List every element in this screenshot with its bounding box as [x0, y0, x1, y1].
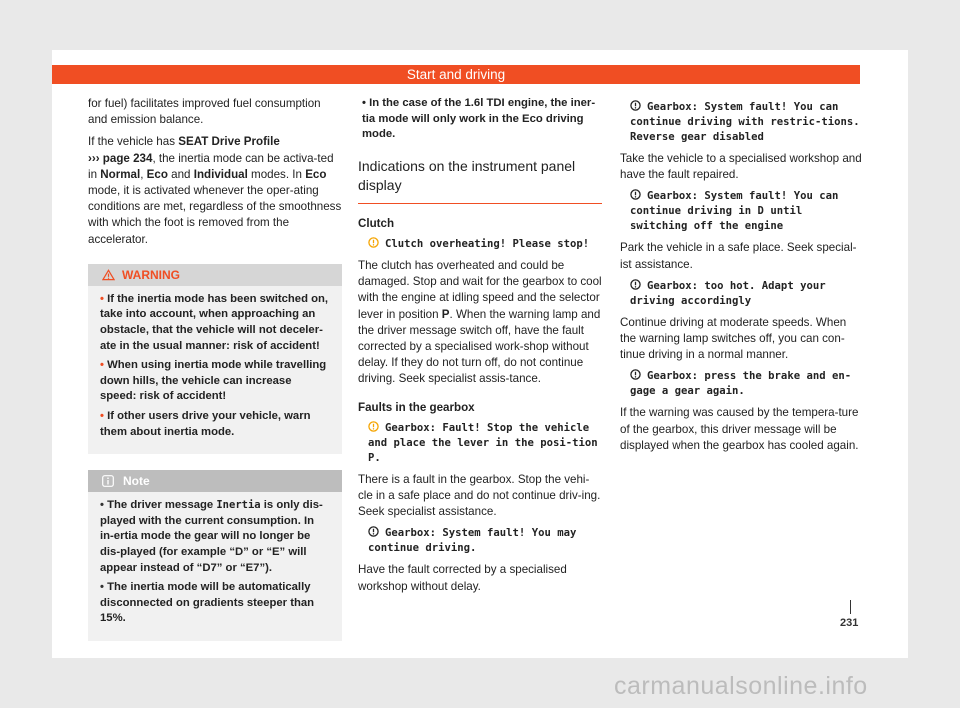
- bullet-icon: •: [100, 581, 108, 594]
- bullet-icon: •: [362, 97, 370, 109]
- warning-item: [100, 292, 330, 354]
- column-2: [358, 96, 602, 601]
- bullet-icon: •: [100, 409, 108, 422]
- text: In the case of the 1.6l TDI engine, the iner-tia mode will only work in the Eco driving mode.: [362, 97, 596, 141]
- bullet-icon: •: [100, 359, 108, 372]
- note-body: [88, 492, 342, 641]
- page-header: Start and driving: [52, 65, 860, 84]
- bullet-icon: •: [100, 292, 108, 305]
- warning-triangle-icon: [102, 269, 115, 281]
- text: If the vehicle has: [88, 135, 179, 149]
- warning-header: [88, 264, 342, 286]
- warning-lamp-icon: [630, 369, 641, 380]
- section-title: Indications on the instrument panel display: [358, 157, 602, 204]
- message-text: Gearbox: System fault! You can continue driving in D until switching off the engine: [630, 190, 839, 233]
- subheading-clutch: Clutch: [358, 216, 395, 230]
- page-reference-link[interactable]: ››› page 234: [88, 151, 153, 165]
- message-text: Gearbox: too hot. Adapt your driving accordingly: [630, 279, 826, 307]
- text-bold: P: [441, 307, 450, 321]
- paragraph: There is a fault in the gearbox. Stop the vehi-cle in a safe place and do not continue driv-ing. Seek specialist assistance.: [358, 472, 601, 519]
- message-text: Gearbox: System fault! You may continue driving.: [368, 527, 577, 555]
- text-bold: SEAT Drive Profile: [178, 135, 280, 149]
- warning-lamp-icon: [630, 279, 641, 290]
- warning-lamp-icon: [630, 189, 641, 200]
- message-text: Clutch overheating! Please stop!: [385, 237, 590, 250]
- info-icon: [102, 475, 114, 487]
- paragraph: [88, 134, 342, 247]
- text-bold: Eco: [146, 167, 168, 181]
- note-title: Note: [123, 474, 150, 489]
- warning-lamp-icon: [368, 237, 379, 248]
- driver-message: [358, 526, 602, 556]
- paragraph: [358, 258, 602, 388]
- paragraph: for fuel) facilitates improved fuel consumption and emission balance.: [88, 97, 321, 127]
- driver-message: [358, 421, 602, 466]
- text: and: [167, 167, 194, 181]
- paragraph: Continue driving at moderate speeds. When the warning lamp switches off, you can con-tinue driving in a normal manner.: [620, 315, 847, 362]
- warning-text: When using inertia mode while travelling down hills, the vehicle can increase speed: risk of accident!: [100, 359, 327, 403]
- warning-lamp-icon: [630, 100, 641, 111]
- text-bold: Eco: [305, 167, 327, 181]
- column-3: [620, 96, 862, 460]
- paragraph: Take the vehicle to a specialised workshop and have the fault repaired.: [620, 152, 862, 182]
- text-bold: Individual: [193, 167, 248, 181]
- bullet-paragraph: [358, 96, 602, 143]
- driver-message: [620, 100, 862, 145]
- warning-body: [88, 286, 342, 454]
- driver-message: [620, 189, 862, 234]
- text: , the inertia mode can be activa-ted in: [88, 151, 334, 181]
- driver-message: [620, 279, 862, 309]
- note-item: [100, 498, 330, 576]
- subheading-gearbox: Faults in the gearbox: [358, 400, 475, 414]
- text-bold: Normal: [100, 167, 141, 181]
- page-number: 231: [840, 617, 859, 629]
- warning-item: [100, 409, 330, 440]
- warning-text: If the inertia mode has been switched on, take into account, when approaching an obstacle, that the vehicle will not deceler-ate in the usual manner: risk of accident!: [100, 292, 329, 352]
- column-1: [88, 96, 342, 641]
- paragraph: Have the fault corrected by a specialised workshop without delay.: [358, 563, 567, 593]
- warning-box: [88, 264, 342, 454]
- note-text: is only dis-played with the current consumption. In in-ertia mode the gear will no longer be dis-played (for example “D” or “E” will appear instead of “D7” or “E7”).: [100, 499, 323, 574]
- warning-lamp-icon: [368, 421, 379, 432]
- text: modes. In: [247, 167, 306, 181]
- text: mode, it is activated whenever the oper-ating conditions are met, regardless of the smoothness with which the foot is removed from the accelerator.: [88, 184, 342, 246]
- watermark: carmanualsonline.info: [614, 672, 868, 700]
- message-text: Gearbox: System fault! You can continue driving with restric-tions. Reverse gear disabled: [630, 101, 860, 143]
- driver-message-code: Inertia: [216, 499, 261, 512]
- note-item: [100, 580, 330, 627]
- bullet-icon: •: [100, 499, 108, 512]
- text: . When the warning lamp and the driver message switch off, have the fault corrected by a specialised work-shop without delay. If they do not turn off, do not continue driving. Seek specialist assis-tance.: [358, 307, 601, 386]
- message-text: Gearbox: Fault! Stop the vehicle and place the lever in the posi-tion P.: [368, 421, 598, 464]
- warning-text: If other users drive your vehicle, warn them about inertia mode.: [100, 409, 311, 438]
- note-box: [88, 470, 342, 641]
- driver-message: [358, 237, 602, 252]
- warning-item: [100, 358, 330, 405]
- text: The clutch has overheated and could be damaged. Stop and wait for the gearbox to cool with the engine at idling speed and the selector lever in position: [358, 258, 602, 321]
- driver-message: [620, 369, 862, 399]
- warning-title: WARNING: [122, 267, 180, 282]
- note-text: The inertia mode will be automatically disconnected on gradients steeper than 15%.: [100, 581, 315, 625]
- paragraph: If the warning was caused by the tempera-ture of the gearbox, this driver message will be displayed when the gearbox has cooled again.: [620, 406, 859, 452]
- message-text: Gearbox: press the brake and en-gage a gear again.: [630, 370, 852, 398]
- note-header: [88, 470, 342, 492]
- paragraph: Park the vehicle in a safe place. Seek special-ist assistance.: [620, 241, 857, 271]
- text: ,: [140, 167, 147, 181]
- note-text: The driver message: [107, 499, 217, 512]
- page-number-divider: [850, 600, 851, 614]
- warning-lamp-icon: [368, 526, 379, 537]
